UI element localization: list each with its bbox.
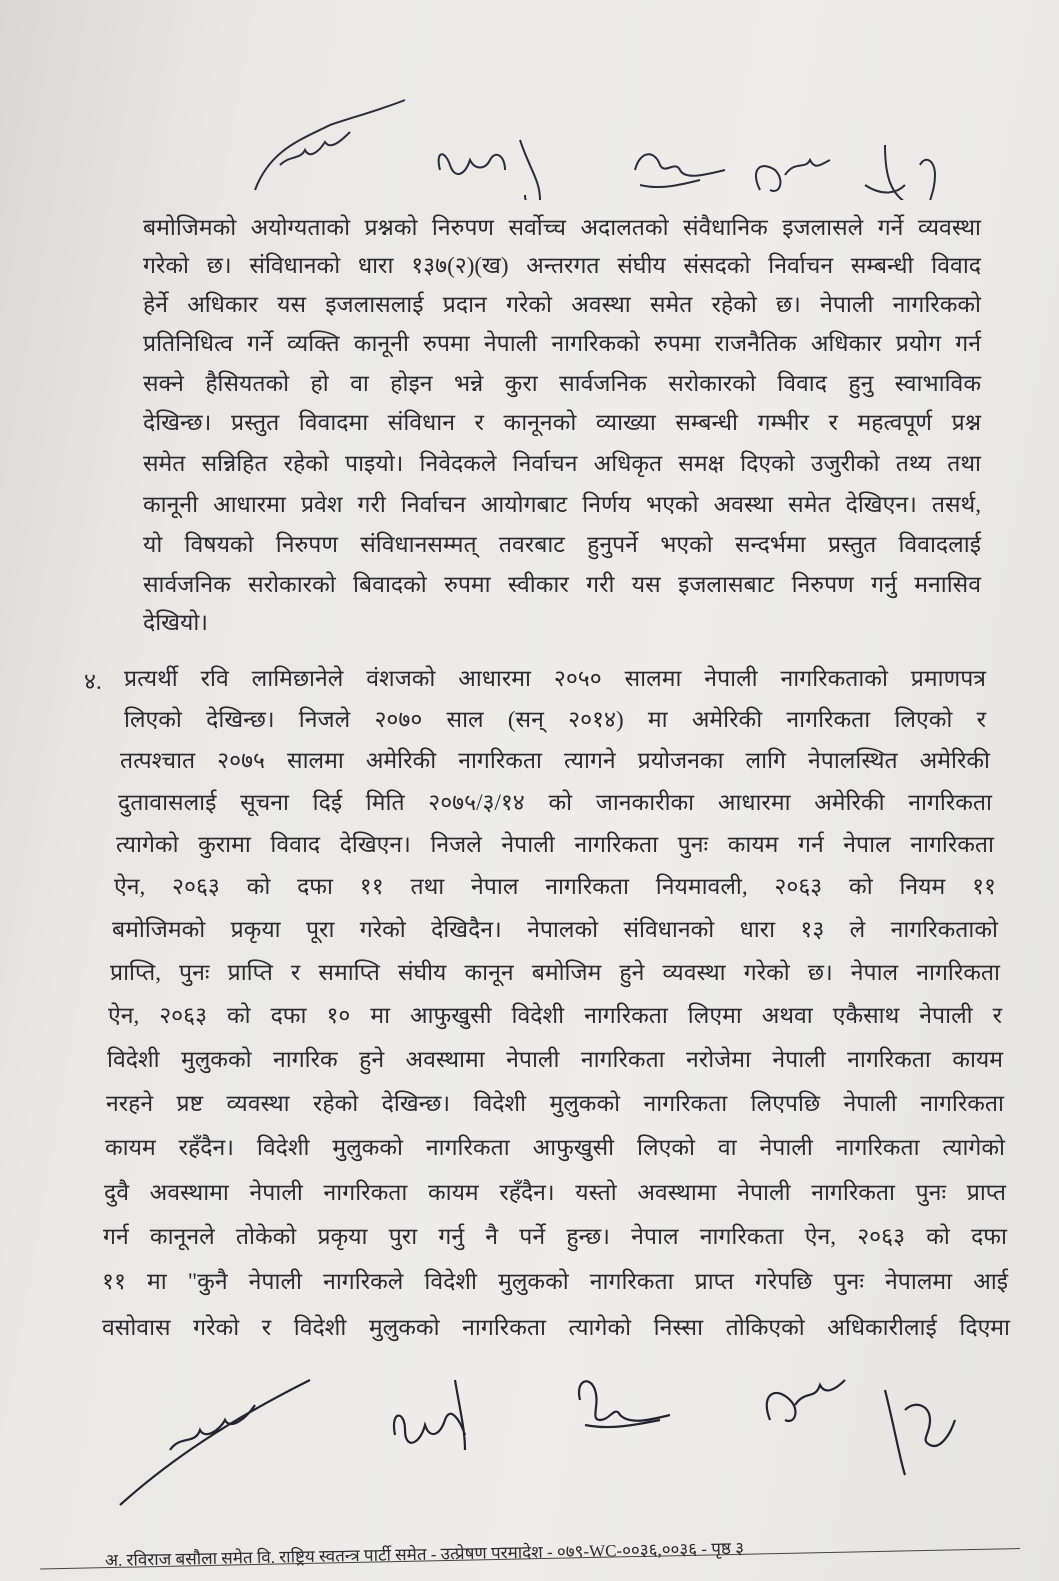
text-line: वसोवास गरेको र विदेशी मुलुकको नागरिकता त्यागेको निस्सा तोकिएको अधिकारीलाई दिएमा <box>102 1315 1010 1340</box>
text-line: कानूनी आधारमा प्रवेश गरी निर्वाचन आयोगबाट निर्णय भएको अवस्था समेत देखिएन। तसर्थ, <box>143 492 981 517</box>
signature-2 <box>439 140 540 200</box>
text-line: ऐन, २०६३ को दफा ११ तथा नेपाल नागरिकता नियमावली, २०६३ को नियम ११ <box>114 874 996 899</box>
text-line: कायम रहँदैन। विदेशी मुलुकको नागरिकता आफुखुसी लिएको वा नेपाली नागरिकता त्यागेको <box>105 1135 1005 1160</box>
paragraph-number: ४. <box>84 669 102 694</box>
text-line: देखियो। <box>143 610 208 635</box>
text-line: बमोजिमको प्रकृया पूरा गरेको देखिदैन। नेपालको संविधानको धारा १३ ले नागरिकताको <box>112 917 998 942</box>
text-line: गर्न कानूनले तोकेको प्रकृया पुरा गर्नु नै पर्ने हुन्छ। नेपाल नागरिकता ऐन, २०६३ को दफा <box>103 1224 1007 1249</box>
text-line: समेत सन्निहित रहेको पाइयो। निवेदकले निर्वाचन अधिकृत समक्ष दिएको उजुरीको तथ्य तथा <box>143 451 981 476</box>
signature-3 <box>635 154 725 187</box>
text-line: गरेको छ। संविधानको धारा १३७(२)(ख) अन्तरगत संघीय संसदको निर्वाचन सम्बन्धी विवाद <box>143 253 981 278</box>
text-line: प्रत्यर्थी रवि लामिछानेले वंशजको आधारमा २०५० सालमा नेपाली नागरिकताको प्रमाणपत्र <box>124 666 986 691</box>
signature-1 <box>255 100 405 190</box>
signature-4 <box>767 1380 845 1421</box>
text-line: विदेशी मुलुकको नागरिक हुने अवस्थामा नेपाली नागरिकता नरोजेमा नेपाली नागरिकता कायम <box>107 1047 1003 1072</box>
signature-4 <box>756 160 830 191</box>
signature-5 <box>885 1390 955 1475</box>
text-line: दुवै अवस्थामा नेपाली नागरिकता कायम रहँदैन। यस्तो अवस्थामा नेपाली नागरिकता पुनः प्राप्त <box>104 1180 1006 1205</box>
text-line: ११ मा "कुनै नेपाली नागरिकले विदेशी मुलुकको नागरिकता प्राप्त गरेपछि पुनः नेपालमा आई <box>102 1269 1008 1294</box>
signatures-bottom <box>0 1360 1059 1520</box>
text-line: देखिन्छ। प्रस्तुत विवादमा संविधान र कानूनको व्याख्या सम्बन्धी गम्भीर र महत्वपूर्ण प्रश्न <box>143 410 981 435</box>
text-line: बमोजिमको अयोग्यताको प्रश्नको निरुपण सर्वोच्च अदालतको संवैधानिक इजलासले गर्ने व्यवस्था <box>143 215 981 240</box>
text-line: त्यागेको कुरामा विवाद देखिएन। निजले नेपाली नागरिकता पुनः कायम गर्न नेपाल नागरिकता <box>116 832 994 857</box>
page-footer: अ. रविराज बसौला समेत वि. राष्ट्रिय स्वतन्त्र पार्टी समेत - उत्प्रेषण परमादेश - ०७९-WC-००३६,००३६ - पृष्ठ ३ <box>104 1538 745 1570</box>
text-line: ऐन, २०६३ को दफा १० मा आफुखुसी विदेशी नागरिकता लिएमा अथवा एकैसाथ नेपाली र <box>108 1003 1002 1028</box>
text-line: हेर्ने अधिकार यस इजलासलाई प्रदान गरेको अवस्था समेत रहेको छ। नेपाली नागरिकको <box>143 292 981 317</box>
signature-2 <box>394 1380 465 1450</box>
signature-5 <box>865 145 935 200</box>
text-line: प्रतिनिधित्व गर्ने व्यक्ति कानूनी रुपमा नेपाली नागरिकको रुपमा राजनैतिक अधिकार प्रयोग गर्न <box>143 331 981 356</box>
text-line: दुतावासलाई सूचना दिई मिति २०७५/३/१४ को जानकारीका आधारमा अमेरिकी नागरिकता <box>118 790 992 815</box>
text-line: प्राप्ति, पुनः प्राप्ति र समाप्ति संघीय कानून बमोजिम हुने व्यवस्था गरेको छ। नेपाल नागरिकता <box>110 960 1000 985</box>
text-line: नरहने प्रष्ट व्यवस्था रहेको देखिन्छ। विदेशी मुलुकको नागरिकता लिएपछि नेपाली नागरिकता <box>106 1091 1004 1116</box>
text-line: यो विषयको निरुपण संविधानसम्मत् तवरबाट हुनुपर्ने भएको सन्दर्भमा प्रस्तुत विवादलाई <box>143 532 981 557</box>
text-line: तत्पश्चात २०७५ सालमा अमेरिकी नागरिकता त्यागने प्रयोजनका लागि नेपालस्थित अमेरिकी <box>120 748 990 773</box>
signature-3 <box>579 1381 670 1427</box>
text-line: सार्वजनिक सरोकारको बिवादको रुपमा स्वीकार गरी यस इजलासबाट निरुपण गर्नु मनासिव <box>143 572 981 597</box>
text-line: लिएको देखिन्छ। निजले २०७० साल (सन् २०१४) मा अमेरिकी नागरिकता लिएको र <box>124 707 986 732</box>
text-line: सक्ने हैसियतको हो वा होइन भन्ने कुरा सार्वजनिक सरोकारको विवाद हुनु स्वाभाविक <box>143 371 981 396</box>
signatures-top <box>0 90 1059 200</box>
signature-1 <box>120 1380 310 1505</box>
